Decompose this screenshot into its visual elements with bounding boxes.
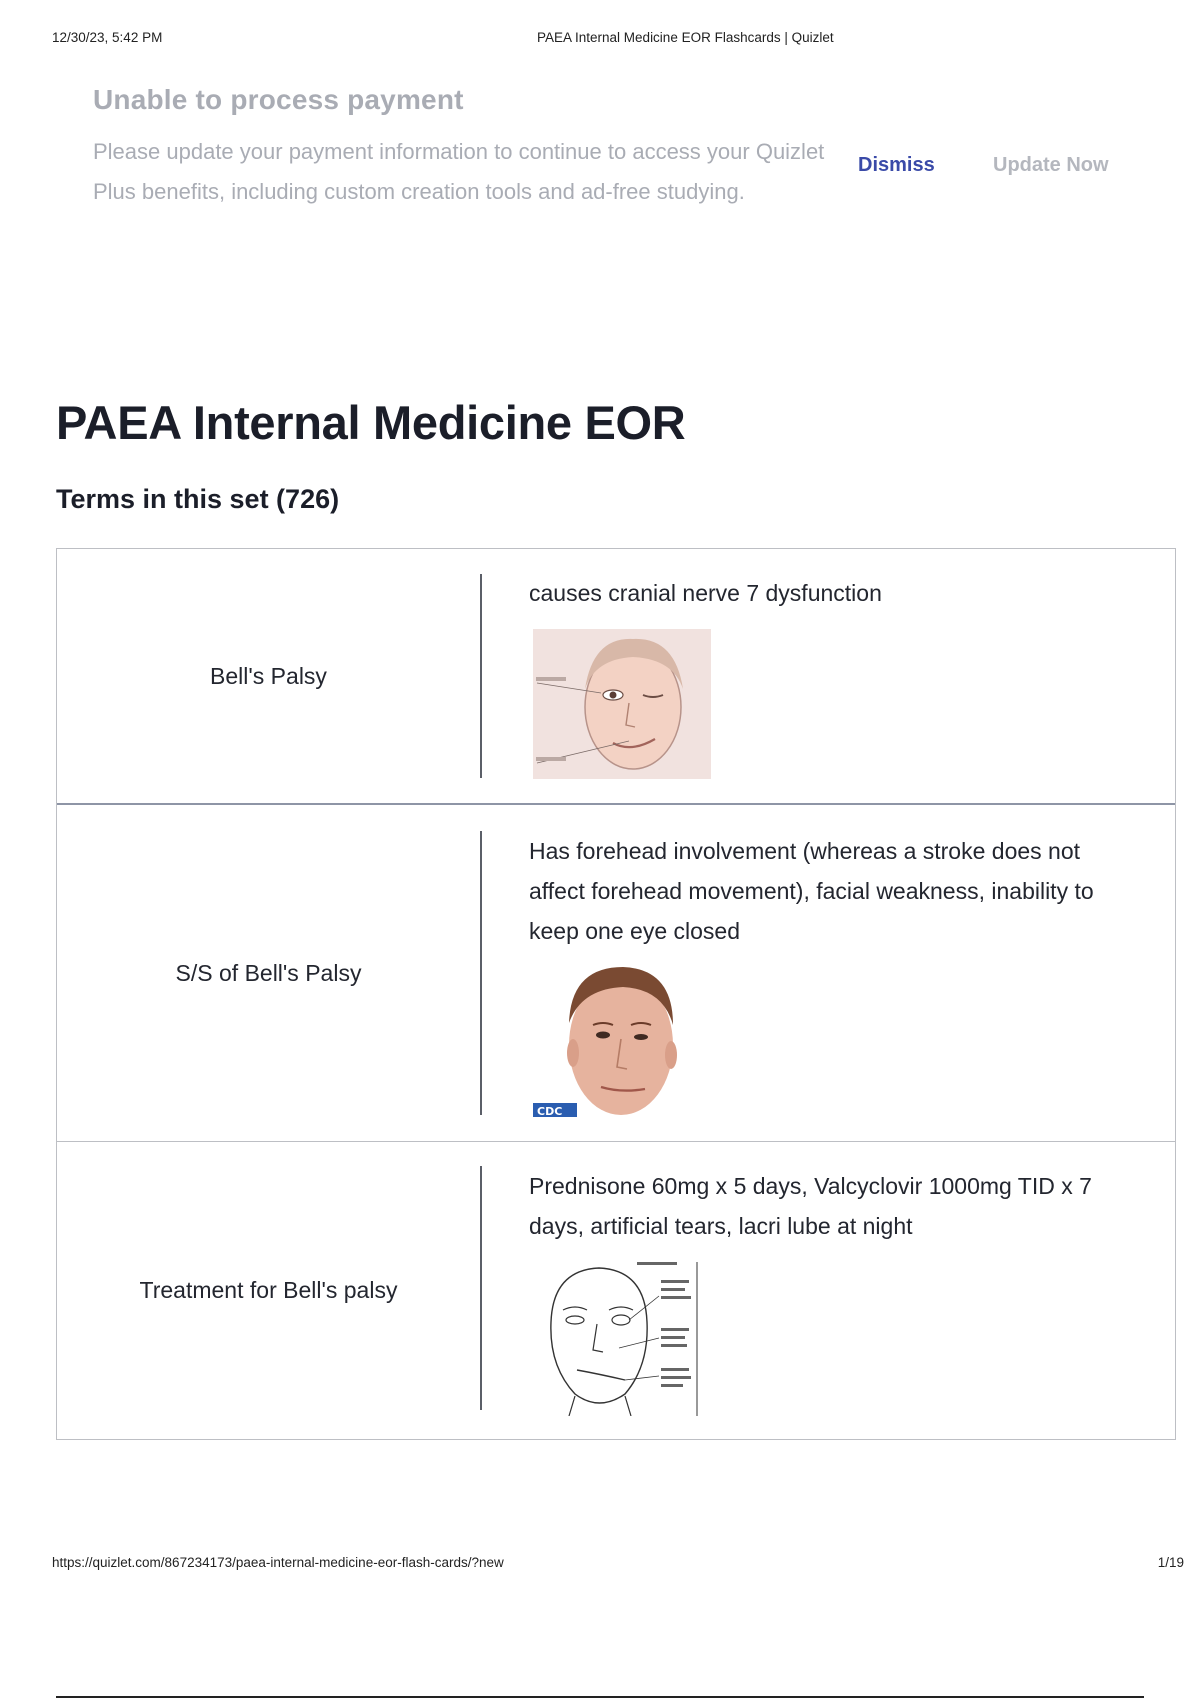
term-row xyxy=(57,805,1175,1141)
term-definition: Has forehead involvement (whereas a stroke does not affect forehead movement), facial weakness, inability to keep one eye closed xyxy=(529,838,1094,944)
term-word: S/S of Bell's Palsy xyxy=(175,959,362,986)
term-divider xyxy=(480,574,482,778)
term-word: Treatment for Bell's palsy xyxy=(139,1277,398,1303)
print-page-title: PAEA Internal Medicine EOR Flashcards | Quizlet xyxy=(537,30,834,45)
print-footer xyxy=(52,1555,1184,1575)
definition-image xyxy=(533,629,711,779)
cdc-badge: CDC xyxy=(537,1105,563,1117)
definition-image xyxy=(533,1262,711,1416)
terms-table xyxy=(56,548,1176,1440)
dismiss-button[interactable]: Dismiss xyxy=(858,154,935,176)
print-header xyxy=(52,30,1100,50)
definition-image xyxy=(533,963,683,1117)
face-illustration-icon xyxy=(533,629,711,779)
print-url: https://quizlet.com/867234173/paea-internal-medicine-eor-flash-cards/?new xyxy=(52,1555,504,1570)
terms-count-heading: Terms in this set (726) xyxy=(56,484,340,514)
term-divider xyxy=(480,1166,482,1410)
page-bottom-rule xyxy=(56,1696,1144,1698)
face-photo-icon xyxy=(533,963,683,1117)
page-title: PAEA Internal Medicine EOR xyxy=(56,396,686,449)
banner-title: Unable to process payment xyxy=(93,84,464,115)
term-row xyxy=(57,1141,1175,1439)
term-definition: Prednisone 60mg x 5 days, Valcyclovir 1000mg TID x 7 days, artificial tears, lacri lube at night xyxy=(529,1173,1092,1239)
page-number: 1/19 xyxy=(1157,1555,1184,1570)
term-row xyxy=(57,549,1175,805)
term-word: Bell's Palsy xyxy=(210,662,327,689)
update-now-button[interactable]: Update Now xyxy=(993,154,1109,176)
banner-message: Please update your payment information to continue to access your Quizlet Plus benefits, including custom creation tools and ad-free studying. xyxy=(93,139,825,204)
face-line-drawing-icon xyxy=(533,1262,711,1416)
term-definition: causes cranial nerve 7 dysfunction xyxy=(529,580,882,606)
payment-banner xyxy=(93,84,1133,254)
print-datetime: 12/30/23, 5:42 PM xyxy=(52,30,163,45)
term-divider xyxy=(480,831,482,1115)
